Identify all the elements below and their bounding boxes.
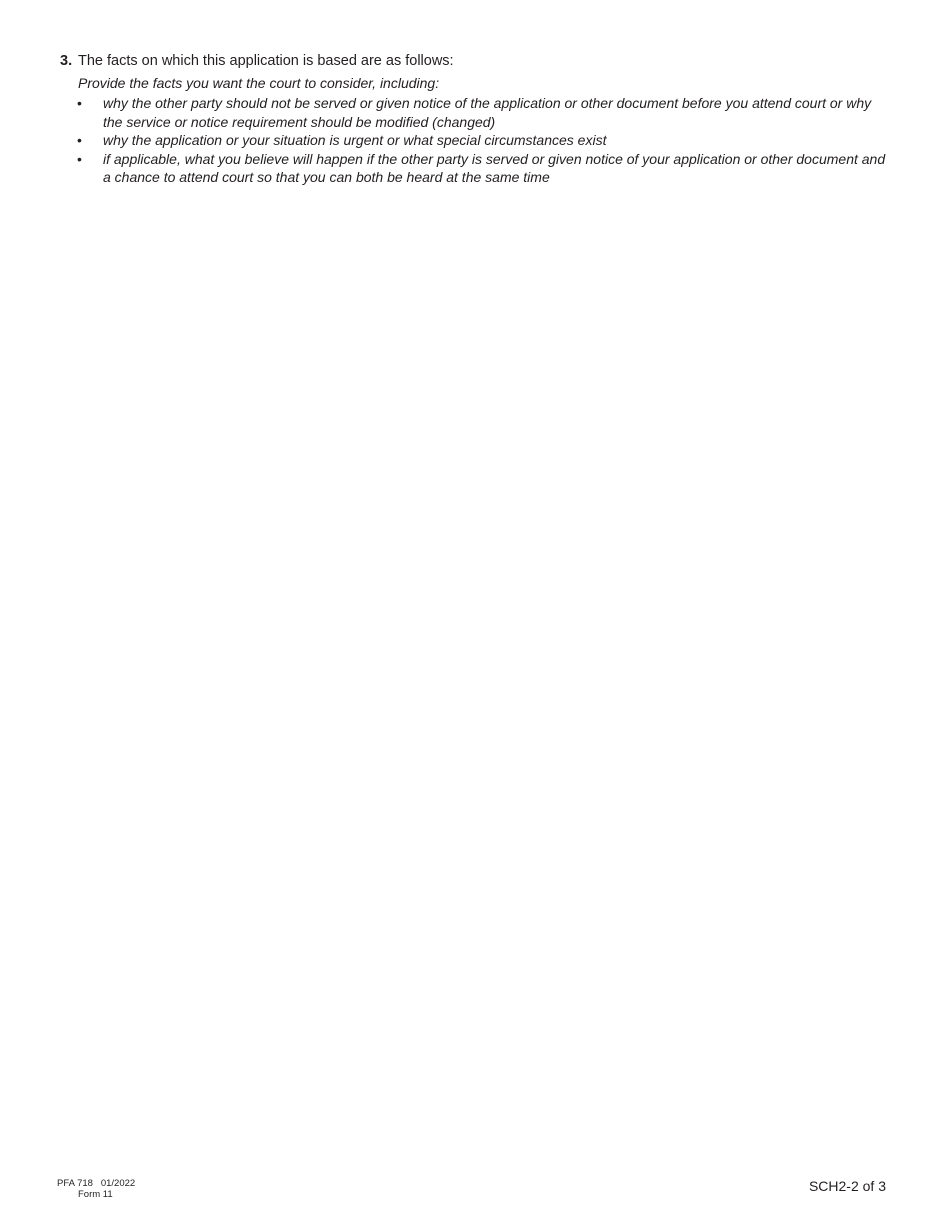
form-footer-left (57, 1178, 135, 1200)
instruction-bullet (60, 131, 890, 150)
bullet-text: why the application or your situation is urgent or what special circumstances exist (103, 132, 607, 148)
question-text: The facts on which this application is based are as follows: (78, 53, 454, 69)
bullet-glyph: • (77, 132, 82, 148)
instruction-bullet (60, 150, 890, 187)
bullet-text: why the other party should not be served or given notice of the application or other document before you attend court or why the service or notice requirement should be modified (changed) (103, 95, 872, 130)
form-code: PFA 718 01/2022 (57, 1178, 136, 1189)
bullet-glyph: • (77, 150, 82, 167)
question-3-section (60, 52, 890, 187)
instruction-bullet-list (60, 94, 890, 187)
page-number-label: SCH2-2 of 3 (808, 1178, 886, 1194)
question-instruction: Provide the facts you want the court to consider, including: (78, 75, 440, 91)
question-heading (60, 52, 890, 70)
bullet-glyph: • (77, 95, 82, 111)
bullet-text: if applicable, what you believe will happen if the other party is served or given notice of your application or other document and a chance to attend court so that you can both be heard at the same time (103, 150, 886, 185)
instruction-bullet (60, 94, 890, 131)
form-number: Form 11 (78, 1189, 113, 1200)
question-number: 3. (60, 53, 73, 69)
